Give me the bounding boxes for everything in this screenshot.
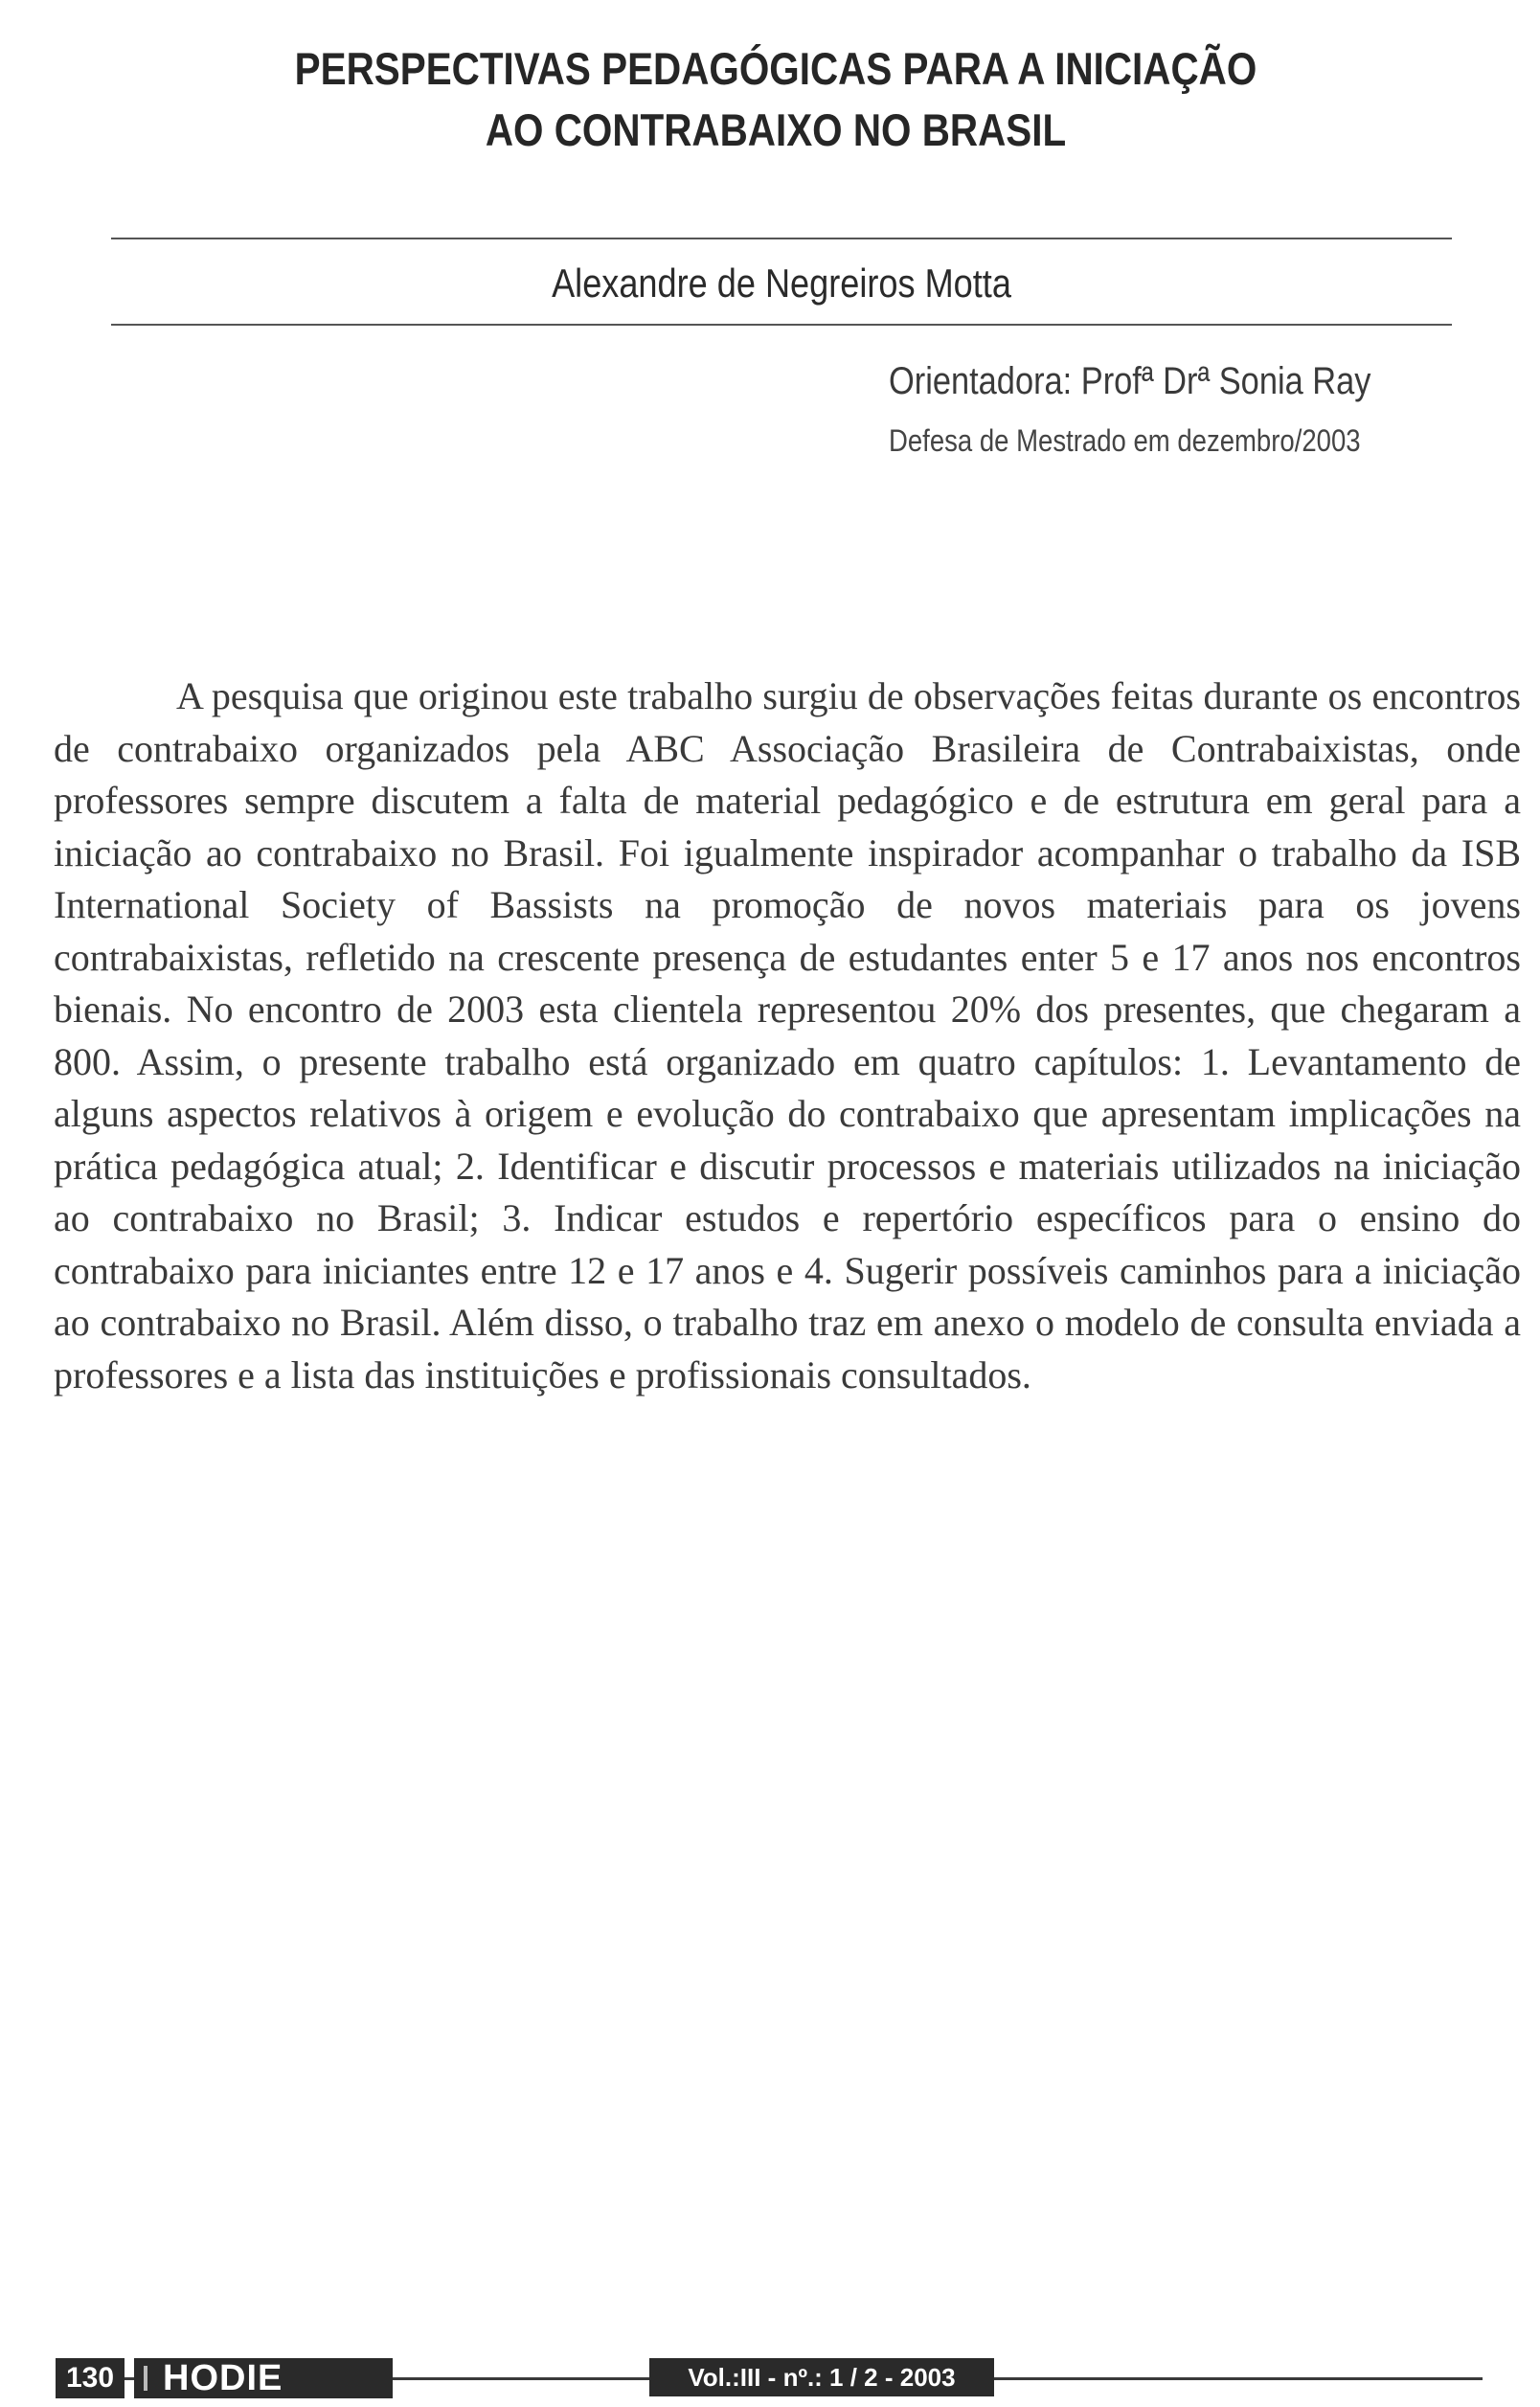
advisor-line: Orientadora: Profª Drª Sonia Ray — [889, 360, 1371, 402]
author-rule-bottom — [111, 324, 1452, 326]
article-title — [240, 38, 1311, 161]
journal-logo — [134, 2358, 393, 2398]
author-rule-top — [111, 238, 1452, 239]
journal-name: HODIE — [163, 2358, 283, 2398]
abstract-paragraph: A pesquisa que originou este trabalho surgiu de observações feitas durante os encontros de contrabaixo organizados pela ABC Associação Brasileira de Contrabaixistas, onde professores sempre discutem a falta de material pedagógico e de estrutura em geral para a iniciação ao contrabaixo no Brasil. Foi igualmente inspirador acompanhar o trabalho da ISB International Society of Bassists na promoção de novos materiais para os jovens contrabaixistas, refletido na crescente presença de estudantes enter 5 e 17 anos nos encontros bienais. No encontro de 2003 esta clientela representou 20% dos presentes, que chegaram a 800. Assim, o presente trabalho está organizado em quatro capítulos: 1. Levantamento de alguns aspectos relativos à origem e evolução do contrabaixo que apresentam implicações na prática pedagógica atual; 2. Identificar e discutir processos e materiais utilizados na iniciação ao contrabaixo no Brasil; 3. Indicar estudos e repertório específicos para o ensino do contrabaixo para iniciantes entre 12 e 17 anos e 4. Sugerir possíveis caminhos para a iniciação ao contrabaixo no Brasil. Além disso, o trabalho traz em anexo o modelo de consulta enviada a professores e a lista das instituições e profissionais consultados. — [54, 674, 1521, 1397]
author-name: Alexandre de Negreiros Motta — [552, 261, 1011, 306]
logo-mark-icon — [144, 2366, 147, 2391]
volume-badge: Vol.:III - nº.: 1 / 2 - 2003 — [649, 2358, 994, 2396]
title-line-2: AO CONTRABAIXO NO BRASIL — [485, 104, 1067, 155]
page-footer — [56, 2358, 1492, 2396]
defense-line: Defesa de Mestrado em dezembro/2003 — [889, 423, 1361, 458]
title-line-1: PERSPECTIVAS PEDAGÓGICAS PARA A INICIAÇÃO — [294, 43, 1257, 94]
abstract-body — [54, 670, 1521, 1401]
page-number: 130 — [56, 2358, 125, 2398]
